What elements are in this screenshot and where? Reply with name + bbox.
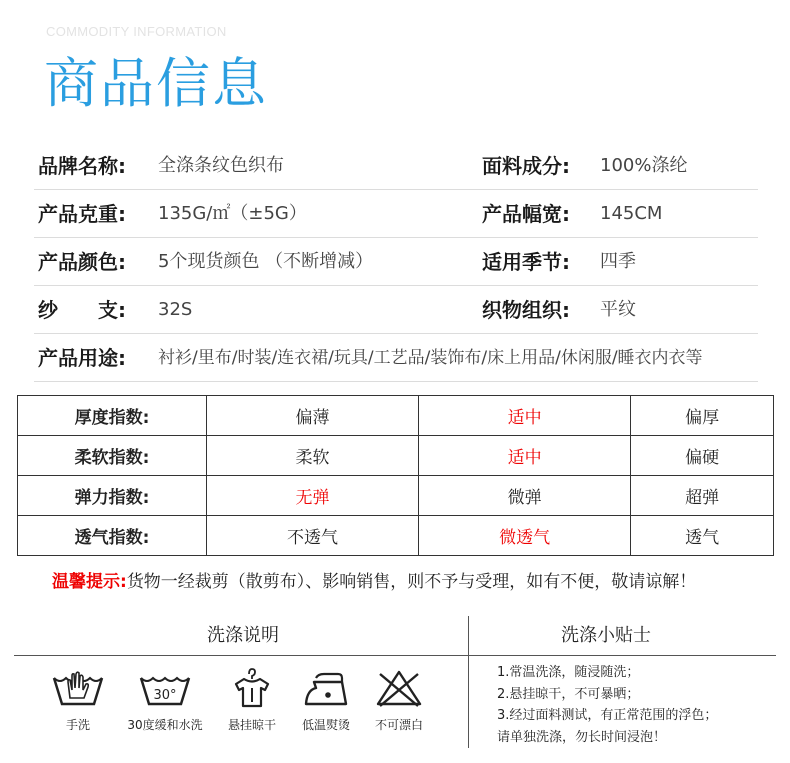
weave-value: 平纹 — [600, 299, 636, 320]
low-iron-label: 低温熨烫 — [301, 718, 350, 732]
index-row — [18, 476, 774, 516]
color-value: 5个现货颜色 （不断增减） — [158, 251, 374, 272]
index-row — [18, 396, 774, 436]
index-option: 超弹 — [631, 476, 774, 516]
index-row — [18, 516, 774, 556]
care-tips-list — [497, 662, 717, 748]
index-option-selected: 微透气 — [419, 516, 631, 556]
page-title: 商品信息 — [44, 52, 268, 115]
index-option: 偏厚 — [631, 396, 774, 436]
index-option: 柔软 — [207, 436, 419, 476]
weight-value: 135G/㎡（±5G） — [158, 203, 307, 224]
index-option: 不透气 — [207, 516, 419, 556]
care-icon-hand-wash — [28, 668, 128, 733]
info-row-yarn — [34, 286, 758, 334]
care-icon-wash-30 — [115, 668, 215, 733]
season-label: 适用季节: — [482, 250, 570, 274]
product-info-list — [34, 142, 758, 382]
wash-tips-heading: 洗涤小贴士 — [561, 625, 651, 646]
care-tip: 3.经过面料测试，有正常范围的浮色； — [497, 708, 718, 723]
brand-value: 全涤条纹色织布 — [158, 155, 284, 176]
care-icon-no-bleach — [349, 668, 449, 733]
care-tip: 2.悬挂晾干，不可暴晒； — [497, 686, 640, 702]
index-label: 透气指数: — [18, 516, 207, 556]
no-bleach-icon — [371, 668, 427, 708]
fabric-label: 面料成分: — [482, 154, 570, 178]
hang-dry-label: 悬挂晾干 — [227, 718, 276, 732]
hand-wash-label: 手洗 — [65, 718, 90, 732]
season-value: 四季 — [600, 251, 636, 272]
care-tip: 1.常温洗涤，随浸随洗； — [497, 665, 640, 680]
color-label: 产品颜色: — [38, 250, 126, 274]
no-bleach-label: 不可漂白 — [374, 718, 423, 732]
index-option: 偏薄 — [207, 396, 419, 436]
yarn-label: 纱 支: — [38, 298, 126, 322]
low-iron-icon — [298, 668, 354, 708]
index-option-selected: 适中 — [419, 436, 631, 476]
notice-text: 货物一经裁剪（散剪布）、影响销售，则不予与受理，如有不便，敬请谅解！ — [126, 572, 697, 592]
wash-instructions-heading: 洗涤说明 — [207, 625, 279, 646]
width-value: 145CM — [600, 203, 663, 224]
index-option: 偏硬 — [631, 436, 774, 476]
hang-dry-icon — [224, 668, 280, 708]
index-label: 柔软指数: — [18, 436, 207, 476]
index-label: 弹力指数: — [18, 476, 207, 516]
usage-label: 产品用途: — [38, 346, 126, 370]
weave-label: 织物组织: — [482, 298, 570, 322]
index-option: 透气 — [631, 516, 774, 556]
hand-wash-icon — [50, 668, 106, 708]
index-option: 微弹 — [419, 476, 631, 516]
index-row — [18, 436, 774, 476]
wash-30-icon — [137, 668, 193, 708]
usage-value: 衬衫/里布/时装/连衣裙/玩具/工艺品/装饰布/床上用品/休闲服/睡衣内衣等 — [158, 348, 703, 368]
info-row-usage — [34, 334, 758, 382]
care-tip: 请单独洗涤，勿长时间浸泡！ — [497, 729, 667, 745]
yarn-value: 32S — [158, 299, 193, 320]
fabric-index-table — [17, 395, 774, 556]
notice — [52, 567, 696, 592]
index-option-selected: 适中 — [419, 396, 631, 436]
index-option-selected: 无弹 — [207, 476, 419, 516]
info-row-brand — [34, 142, 758, 190]
info-row-weight — [34, 190, 758, 238]
wash-30-label: 30度缓和水洗 — [127, 718, 203, 732]
english-title: COMMODITY INFORMATION — [46, 24, 227, 39]
notice-heading: 温馨提示: — [52, 572, 127, 592]
width-label: 产品幅宽: — [482, 202, 570, 226]
weight-label: 产品克重: — [38, 202, 126, 226]
brand-label: 品牌名称: — [38, 154, 126, 178]
index-label: 厚度指数: — [18, 396, 207, 436]
wash-temp-text: 30° — [153, 688, 177, 703]
info-row-color — [34, 238, 758, 286]
care-column-divider — [468, 616, 469, 748]
fabric-value: 100%涤纶 — [600, 155, 688, 176]
care-divider — [14, 655, 776, 656]
